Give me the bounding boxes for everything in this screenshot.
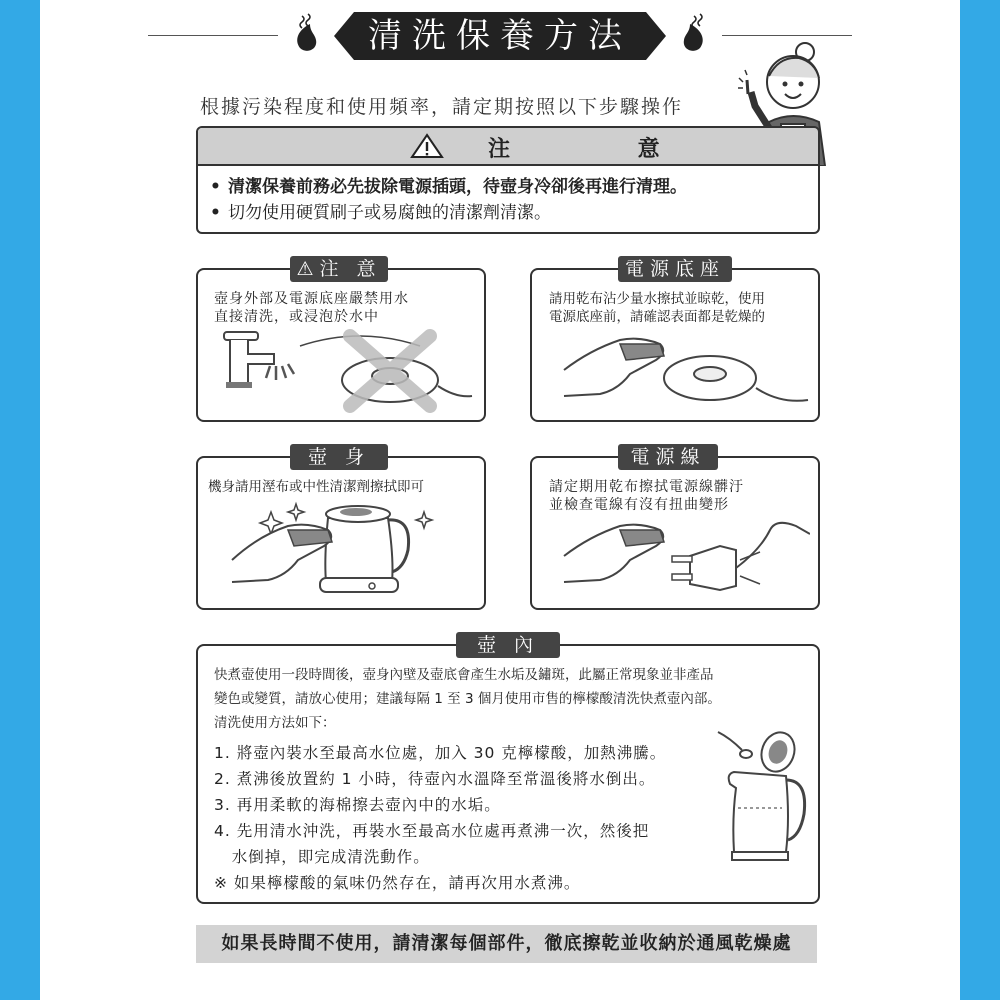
panel-power-base-tag: 電源底座 <box>618 256 732 282</box>
caution-heading: 注 意 <box>488 137 720 162</box>
inner-paragraph-line: 清洗使用方法如下： <box>214 715 336 731</box>
caution-box <box>196 126 820 234</box>
faucet-base-crossed-illustration <box>220 326 476 414</box>
step-item: 水倒掉，即完成清洗動作。 <box>214 848 430 866</box>
warning-triangle-icon <box>410 133 444 159</box>
hand-wiping-kettle-illustration <box>228 498 468 602</box>
right-blue-border <box>960 0 1000 1000</box>
title-rule-left <box>148 35 278 36</box>
hand-wiping-plug-illustration <box>560 520 810 604</box>
panel-kettle-inner-tag: 壺 內 <box>456 632 560 658</box>
open-kettle-spoon-illustration <box>716 728 808 864</box>
caution-list <box>198 174 818 226</box>
panel-note-text <box>214 290 409 326</box>
panel-power-base-text <box>549 290 765 326</box>
text-line: 請用乾布沾少量水擦拭並晾乾，使用 <box>549 291 765 307</box>
caution-header <box>198 128 818 166</box>
caution-item: • 切勿使用硬質刷子或易腐蝕的清潔劑清潔。 <box>228 200 818 226</box>
subtitle: 根據污染程度和使用頻率，請定期按照以下步驟操作 <box>200 96 684 118</box>
panel-note-tag-label: 注 意 <box>319 258 382 280</box>
text-line: 電源底座前，請確認表面都是乾燥的 <box>549 309 765 325</box>
panel-kettle-body-tag: 壺 身 <box>290 444 388 470</box>
steam-drop-icon-right <box>676 12 712 56</box>
step-item: ※ 如果檸檬酸的氣味仍然存在，請再次用水煮沸。 <box>214 874 581 892</box>
panel-power-cord-tag: 電源線 <box>618 444 718 470</box>
text-line: 並檢查電線有沒有扭曲變形 <box>549 497 729 513</box>
step-item: 1. 將壺內裝水至最高水位處，加入 30 克檸檬酸，加熱沸騰。 <box>214 744 667 762</box>
panel-note-tag <box>290 256 388 282</box>
page-title: 清洗保養方法 <box>368 16 632 56</box>
inner-paragraph-line: 變色或變質，請放心使用；建議每隔 1 至 3 個月使用市售的檸檬酸清洗快煮壺內部。 <box>214 691 721 707</box>
text-line: 直接清洗，或浸泡於水中 <box>214 309 379 325</box>
inner-paragraph-line: 快煮壺使用一段時間後，壺身內壁及壺底會產生水垢及鏽斑，此屬正常現象並非產品 <box>214 667 714 683</box>
step-item: 2. 煮沸後放置約 1 小時，待壺內水溫降至常溫後將水倒出。 <box>214 770 656 788</box>
left-blue-border <box>0 0 40 1000</box>
cleaning-steps-list <box>214 740 666 896</box>
panel-kettle-body-text: 機身請用溼布或中性清潔劑擦拭即可 <box>208 479 424 495</box>
warning-triangle-icon: ⚠ <box>296 258 320 280</box>
step-item: 3. 再用柔軟的海棉擦去壺內中的水垢。 <box>214 796 501 814</box>
text-line: 請定期用乾布擦拭電源線髒汙 <box>549 479 744 495</box>
hand-wiping-base-illustration <box>560 330 810 414</box>
steam-drop-icon-left <box>288 12 324 56</box>
text-line: 壺身外部及電源底座嚴禁用水 <box>214 291 409 307</box>
panel-power-cord-text <box>549 478 744 514</box>
footer-note: 如果長時間不使用，請清潔每個部件，徹底擦乾並收納於通風乾燥處 <box>196 925 817 963</box>
step-item: 4. 先用清水沖洗，再裝水至最高水位處再煮沸一次，然後把 <box>214 822 650 840</box>
title-rule-right <box>722 35 852 36</box>
caution-item: • 清潔保養前務必先拔除電源插頭，待壺身冷卻後再進行清理。 <box>228 174 818 200</box>
